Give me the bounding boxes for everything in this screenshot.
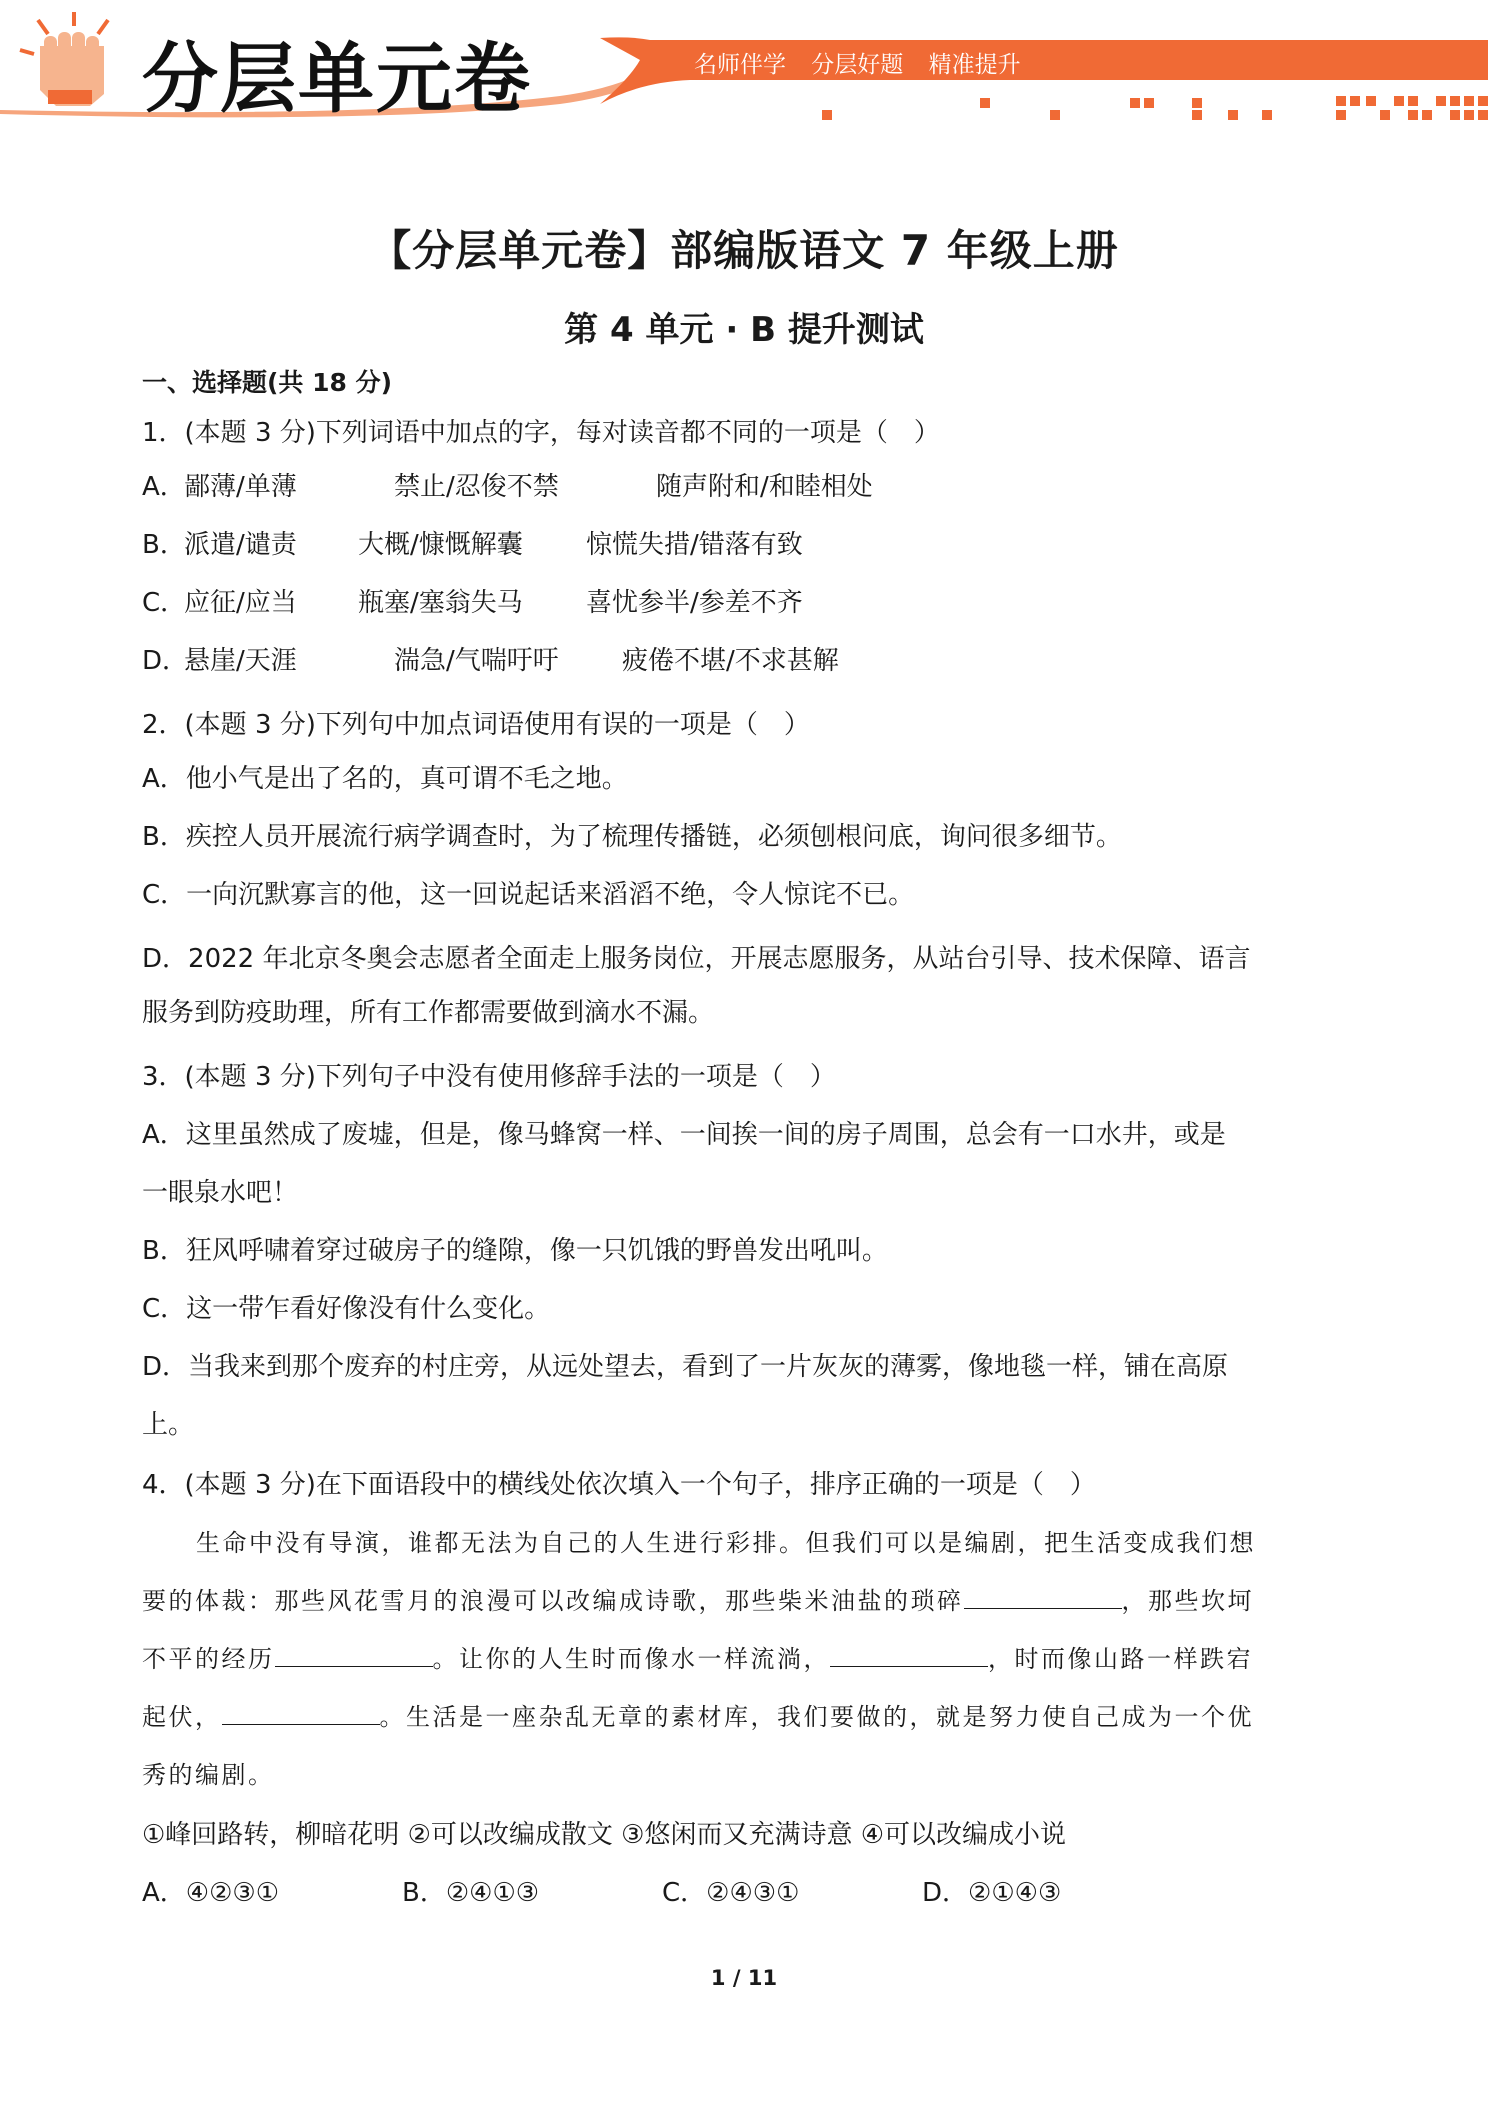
passage-text: 不平的经历 — [142, 1645, 275, 1673]
passage-text: 。生活是一座杂乱无章的素材库，我们要做的，就是努力使自己成为一个优 — [379, 1703, 1254, 1731]
brand-slogan: 名师伴学 分层好题 精准提升 — [694, 52, 1021, 78]
option-label: B． — [142, 530, 186, 560]
page-subtitle: 第 4 单元 · B 提升测试 — [564, 310, 924, 350]
question-4-stem: 4．(本题 3 分)在下面语段中的横线处依次填入一个句子，排序正确的一项是（ ） — [142, 1470, 1096, 1500]
question-4-items: ①峰回路转，柳暗花明 ②可以改编成散文 ③悠闲而又充满诗意 ④可以改编成小说 — [142, 1820, 1067, 1850]
question-2-stem: 2．(本题 3 分)下列句中加点词语使用有误的一项是（ ） — [142, 710, 810, 740]
question-2-option-d-line1: D．2022 年北京冬奥会志愿者全面走上服务岗位，开展志愿服务，从站台引导、技术保障、语言 — [142, 944, 1251, 974]
fist-logo-icon — [20, 12, 108, 106]
answer-blank[interactable] — [964, 1586, 1122, 1609]
question-2-option-a: A．他小气是出了名的，真可谓不毛之地。 — [142, 764, 628, 794]
question-4-option-a: A．④②③① — [142, 1878, 280, 1908]
option-word: 疲倦不堪/不求甚解 — [622, 646, 839, 676]
option-word: 惊慌失措/错落有致 — [586, 530, 803, 560]
option-word: 喜忧参半/参差不齐 — [586, 588, 803, 618]
option-word: 瓶塞/塞翁失马 — [358, 588, 523, 618]
passage-line-3 — [142, 1642, 1253, 1676]
section-heading: 一、选择题(共 18 分) — [142, 368, 393, 397]
brand-title: 分层单元卷 — [142, 34, 532, 123]
option-word: 湍急/气喘吁吁 — [394, 646, 559, 676]
passage-line-4 — [142, 1700, 1254, 1734]
question-2-option-d-line2: 服务到防疫助理，所有工作都需要做到滴水不漏。 — [142, 998, 715, 1028]
question-4-options — [142, 1876, 1062, 1910]
option-word: 应征/应当 — [184, 588, 297, 618]
passage-line-5: 秀的编剧。 — [142, 1761, 275, 1789]
question-1-stem: 1．(本题 3 分)下列词语中加点的字，每对读音都不同的一项是（ ） — [142, 418, 940, 448]
question-1-option-a — [142, 470, 873, 504]
question-1-option-d — [142, 644, 839, 678]
passage-line-2 — [142, 1584, 1254, 1618]
option-word: 禁止/忍俊不禁 — [394, 472, 559, 502]
question-4-option-c: C．②④③① — [662, 1878, 800, 1908]
answer-blank[interactable] — [830, 1644, 988, 1667]
question-2-option-c: C．一向沉默寡言的他，这一回说起话来滔滔不绝，令人惊诧不已。 — [142, 880, 915, 910]
question-3-option-d-line2: 上。 — [142, 1410, 195, 1440]
option-word: 鄙薄/单薄 — [184, 472, 297, 502]
option-label: A． — [142, 472, 186, 502]
question-3-option-a-line2: 一眼泉水吧！ — [142, 1178, 299, 1208]
option-word: 派遣/谴责 — [184, 530, 297, 560]
passage-text: ，时而像山路一样跌宕 — [988, 1645, 1253, 1673]
question-1-option-b — [142, 528, 803, 562]
option-word: 悬崖/天涯 — [184, 646, 297, 676]
option-word: 大概/慷慨解囊 — [358, 530, 523, 560]
passage-text: 要的体裁：那些风花雪月的浪漫可以改编成诗歌，那些柴米油盐的琐碎 — [142, 1587, 964, 1615]
question-3-option-c: C．这一带乍看好像没有什么变化。 — [142, 1294, 551, 1324]
passage-text: 起伏， — [142, 1703, 222, 1731]
page-number: 1 / 11 — [710, 1966, 778, 1990]
question-3-stem: 3．(本题 3 分)下列句子中没有使用修辞手法的一项是（ ） — [142, 1062, 836, 1092]
question-4-option-d: D．②①④③ — [922, 1878, 1062, 1908]
answer-blank[interactable] — [275, 1644, 433, 1667]
option-label: C． — [142, 588, 187, 618]
header-banner — [0, 0, 1488, 130]
question-3-option-d-line1: D．当我来到那个废弃的村庄旁，从远处望去，看到了一片灰灰的薄雾，像地毯一样，铺在高原 — [142, 1352, 1229, 1382]
passage-text: 。让你的人生时而像水一样流淌， — [432, 1645, 830, 1673]
question-1-option-c — [142, 586, 803, 620]
option-label: D． — [142, 646, 189, 676]
page-title: 【分层单元卷】部编版语文 7 年级上册 — [369, 226, 1119, 275]
question-4-option-b: B．②④①③ — [402, 1878, 540, 1908]
question-3-option-a-line1: A．这里虽然成了废墟，但是，像马蜂窝一样、一间挨一间的房子周围，总会有一口水井，或是 — [142, 1120, 1226, 1150]
question-3-option-b: B．狂风呼啸着穿过破房子的缝隙，像一只饥饿的野兽发出吼叫。 — [142, 1236, 888, 1266]
passage-line-1: 生命中没有导演，谁都无法为自己的人生进行彩排。但我们可以是编剧，把生活变成我们想 — [196, 1529, 1256, 1557]
answer-blank[interactable] — [222, 1702, 380, 1725]
question-2-option-b: B．疾控人员开展流行病学调查时，为了梳理传播链，必须刨根问底，询问很多细节。 — [142, 822, 1122, 852]
option-word: 随声附和/和睦相处 — [656, 472, 873, 502]
passage-text: ，那些坎坷 — [1121, 1587, 1254, 1615]
